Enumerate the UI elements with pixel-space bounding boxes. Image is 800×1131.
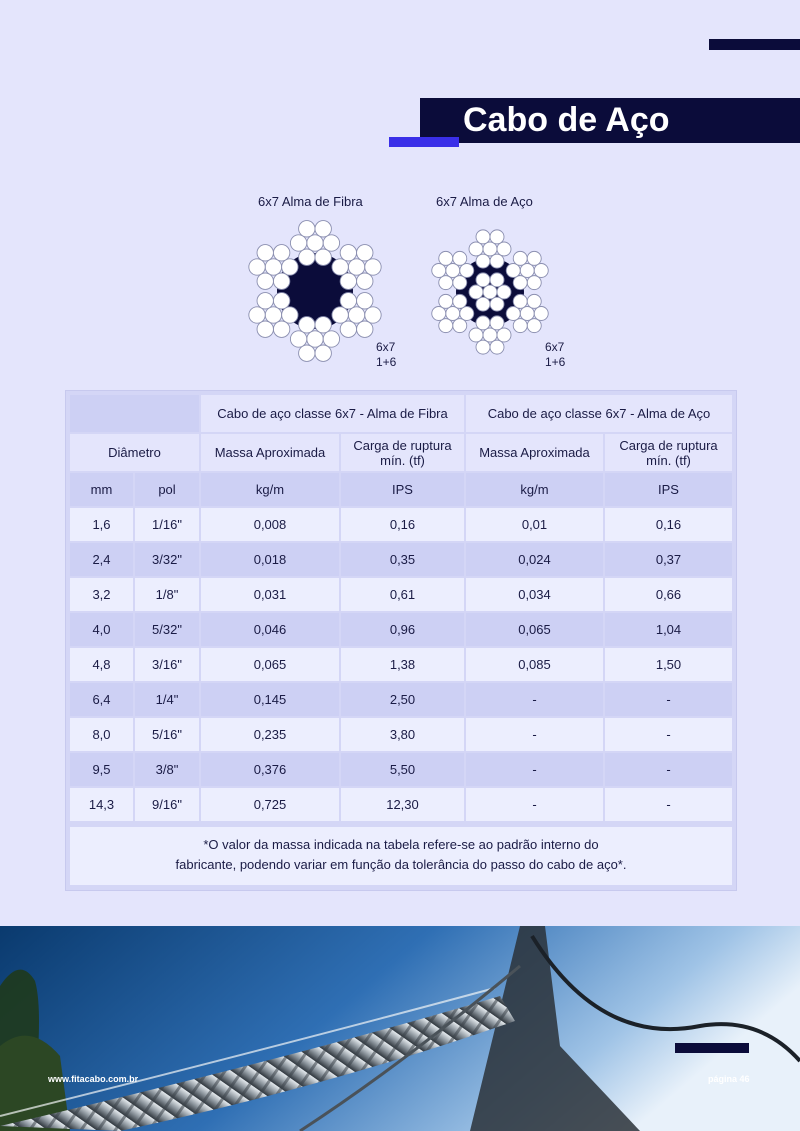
- wire: [340, 321, 356, 337]
- table-row: [70, 788, 732, 821]
- wire: [439, 276, 453, 290]
- wire: [299, 221, 315, 237]
- table-row: [70, 683, 732, 716]
- wire: [513, 319, 527, 333]
- wire: [257, 321, 273, 337]
- cell-massa-aco: 0,01: [466, 508, 603, 541]
- wire: [315, 317, 331, 333]
- wire: [460, 307, 474, 321]
- wire: [527, 251, 541, 265]
- cell-massa-aco: 0,085: [466, 648, 603, 681]
- wire: [315, 221, 331, 237]
- cell-mm: 9,5: [70, 753, 133, 786]
- cell-mm: 6,4: [70, 683, 133, 716]
- cell-massa-fibra: 0,376: [201, 753, 339, 786]
- table-row: [70, 613, 732, 646]
- cell-carga-aco: 0,16: [605, 508, 732, 541]
- cell-mm: 4,0: [70, 613, 133, 646]
- wire: [273, 273, 289, 289]
- wire: [490, 254, 504, 268]
- wire: [460, 264, 474, 278]
- cell-mm: 3,2: [70, 578, 133, 611]
- wire: [520, 264, 534, 278]
- unit-pol: pol: [135, 473, 199, 506]
- wire: [257, 273, 273, 289]
- wire: [439, 294, 453, 308]
- wire: [520, 307, 534, 321]
- cable-cross-section-aco: [425, 224, 555, 360]
- wire: [249, 259, 265, 275]
- table-row: [70, 543, 732, 576]
- wire: [446, 264, 460, 278]
- wire: [527, 319, 541, 333]
- group-header-aco: Cabo de aço classe 6x7 - Alma de Aço: [466, 395, 732, 432]
- cell-carga-aco: 1,04: [605, 613, 732, 646]
- cell-massa-aco: -: [466, 788, 603, 821]
- wire: [340, 293, 356, 309]
- diagram-code-fibra: [376, 340, 396, 370]
- wire: [249, 307, 265, 323]
- wire: [490, 340, 504, 354]
- cell-massa-aco: 0,024: [466, 543, 603, 576]
- code-line2: 1+6: [376, 355, 397, 369]
- wire: [357, 293, 373, 309]
- cell-massa-fibra: 0,046: [201, 613, 339, 646]
- wire: [299, 345, 315, 361]
- wire: [490, 316, 504, 330]
- cell-massa-fibra: 0,031: [201, 578, 339, 611]
- cell-mm: 8,0: [70, 718, 133, 751]
- col-header-massa-aco: Massa Aproximada: [466, 434, 603, 471]
- spec-table-container: [65, 390, 737, 891]
- diagram-caption-aco: 6x7 Alma de Aço: [436, 194, 533, 209]
- wire: [357, 245, 373, 261]
- cell-mm: 4,8: [70, 648, 133, 681]
- diagram-code-aco: [545, 340, 565, 370]
- wire: [348, 307, 364, 323]
- page-title: Cabo de Aço: [420, 98, 800, 143]
- unit-ips-fibra: IPS: [341, 473, 464, 506]
- cell-massa-aco: -: [466, 718, 603, 751]
- wire: [273, 293, 289, 309]
- wire: [490, 297, 504, 311]
- code-line2: 1+6: [545, 355, 566, 369]
- wire: [527, 294, 541, 308]
- footnote-line1: *O valor da massa indicada na tabela refere-se ao padrão interno do: [203, 837, 599, 852]
- wire: [513, 276, 527, 290]
- wire: [332, 307, 348, 323]
- wire: [483, 328, 497, 342]
- cell-massa-fibra: 0,725: [201, 788, 339, 821]
- wire: [469, 242, 483, 256]
- cell-massa-aco: -: [466, 753, 603, 786]
- wire: [534, 264, 548, 278]
- wire: [299, 317, 315, 333]
- cell-carga-aco: -: [605, 683, 732, 716]
- wire: [490, 273, 504, 287]
- top-decor-bar: [709, 39, 800, 50]
- cell-carga-aco: -: [605, 788, 732, 821]
- wire: [527, 276, 541, 290]
- cell-carga-fibra: 3,80: [341, 718, 464, 751]
- cell-carga-fibra: 12,30: [341, 788, 464, 821]
- wire: [506, 307, 520, 321]
- cell-pol: 1/4": [135, 683, 199, 716]
- cell-pol: 5/16": [135, 718, 199, 751]
- wire: [323, 235, 339, 251]
- footnote-line2: fabricante, podendo variar em função da tolerância do passo do cabo de aço*.: [175, 857, 627, 872]
- cell-pol: 9/16": [135, 788, 199, 821]
- table-row: [70, 718, 732, 751]
- cell-carga-fibra: 0,35: [341, 543, 464, 576]
- cell-carga-fibra: 0,96: [341, 613, 464, 646]
- wire: [357, 321, 373, 337]
- cell-massa-fibra: 0,145: [201, 683, 339, 716]
- wire: [476, 297, 490, 311]
- wire: [490, 230, 504, 244]
- wire: [497, 328, 511, 342]
- unit-kgm-fibra: kg/m: [201, 473, 339, 506]
- wire: [453, 294, 467, 308]
- cell-massa-fibra: 0,008: [201, 508, 339, 541]
- wire: [365, 307, 381, 323]
- wire: [453, 319, 467, 333]
- wire: [265, 307, 281, 323]
- wire: [497, 285, 511, 299]
- cell-carga-fibra: 1,38: [341, 648, 464, 681]
- cell-carga-fibra: 2,50: [341, 683, 464, 716]
- cell-pol: 3/16": [135, 648, 199, 681]
- col-header-massa-fibra: Massa Aproximada: [201, 434, 339, 471]
- cell-carga-fibra: 0,16: [341, 508, 464, 541]
- wire: [307, 235, 323, 251]
- wire: [534, 307, 548, 321]
- wire: [365, 259, 381, 275]
- wire: [340, 273, 356, 289]
- cell-massa-aco: 0,065: [466, 613, 603, 646]
- wire: [476, 316, 490, 330]
- wire: [513, 294, 527, 308]
- wire: [273, 245, 289, 261]
- wire: [265, 259, 281, 275]
- cell-massa-fibra: 0,235: [201, 718, 339, 751]
- wire: [290, 235, 306, 251]
- footer-page-number: página 46: [708, 1074, 750, 1084]
- wire: [446, 307, 460, 321]
- wire: [357, 273, 373, 289]
- col-header-carga-aco: Carga de ruptura mín. (tf): [605, 434, 732, 471]
- wire: [323, 331, 339, 347]
- wire: [483, 285, 497, 299]
- col-header-carga-fibra: Carga de ruptura mín. (tf): [341, 434, 464, 471]
- table-corner: [70, 395, 199, 432]
- wire: [469, 285, 483, 299]
- cell-massa-fibra: 0,018: [201, 543, 339, 576]
- cell-massa-fibra: 0,065: [201, 648, 339, 681]
- cell-carga-aco: 0,66: [605, 578, 732, 611]
- wire: [476, 273, 490, 287]
- cell-carga-fibra: 0,61: [341, 578, 464, 611]
- cell-pol: 1/8": [135, 578, 199, 611]
- table-row: [70, 753, 732, 786]
- wire: [432, 264, 446, 278]
- wire: [282, 259, 298, 275]
- cell-pol: 5/32": [135, 613, 199, 646]
- wire: [257, 245, 273, 261]
- wire: [497, 242, 511, 256]
- wire: [439, 251, 453, 265]
- group-header-fibra: Cabo de aço classe 6x7 - Alma de Fibra: [201, 395, 464, 432]
- cell-carga-aco: 1,50: [605, 648, 732, 681]
- cell-mm: 2,4: [70, 543, 133, 576]
- col-header-diametro: Diâmetro: [70, 434, 199, 471]
- wire: [453, 276, 467, 290]
- wire: [513, 251, 527, 265]
- wire: [439, 319, 453, 333]
- code-line1: 6x7: [376, 340, 396, 354]
- title-accent-bar: [389, 137, 459, 147]
- table-footnote: [70, 827, 732, 885]
- wire: [315, 249, 331, 265]
- table-body: [70, 508, 732, 821]
- diagram-caption-fibra: 6x7 Alma de Fibra: [258, 194, 363, 209]
- wire: [273, 321, 289, 337]
- footer-decor-bar: [675, 1043, 749, 1053]
- wire: [506, 264, 520, 278]
- cable-cross-section-fibra: [240, 216, 390, 366]
- cell-mm: 1,6: [70, 508, 133, 541]
- wire: [340, 245, 356, 261]
- wire: [469, 328, 483, 342]
- wire: [332, 259, 348, 275]
- code-line1: 6x7: [545, 340, 565, 354]
- unit-kgm-aco: kg/m: [466, 473, 603, 506]
- wire: [257, 293, 273, 309]
- wire: [432, 307, 446, 321]
- cell-carga-aco: -: [605, 753, 732, 786]
- unit-ips-aco: IPS: [605, 473, 732, 506]
- cell-massa-aco: -: [466, 683, 603, 716]
- wire: [483, 242, 497, 256]
- cell-pol: 1/16": [135, 508, 199, 541]
- cell-mm: 14,3: [70, 788, 133, 821]
- wire: [315, 345, 331, 361]
- wire: [290, 331, 306, 347]
- wire: [348, 259, 364, 275]
- wire: [299, 249, 315, 265]
- cell-carga-aco: 0,37: [605, 543, 732, 576]
- table-row: [70, 648, 732, 681]
- unit-mm: mm: [70, 473, 133, 506]
- table-row: [70, 508, 732, 541]
- wire: [476, 230, 490, 244]
- spec-table: [68, 393, 734, 823]
- cell-carga-aco: -: [605, 718, 732, 751]
- cell-massa-aco: 0,034: [466, 578, 603, 611]
- cell-pol: 3/32": [135, 543, 199, 576]
- steel-cable-bridge-photo: [0, 926, 800, 1131]
- wire: [307, 331, 323, 347]
- wire: [476, 254, 490, 268]
- wire: [453, 251, 467, 265]
- wire: [282, 307, 298, 323]
- cell-pol: 3/8": [135, 753, 199, 786]
- footer-website[interactable]: www.fitacabo.com.br: [48, 1074, 139, 1084]
- wire: [476, 340, 490, 354]
- cell-carga-fibra: 5,50: [341, 753, 464, 786]
- table-row: [70, 578, 732, 611]
